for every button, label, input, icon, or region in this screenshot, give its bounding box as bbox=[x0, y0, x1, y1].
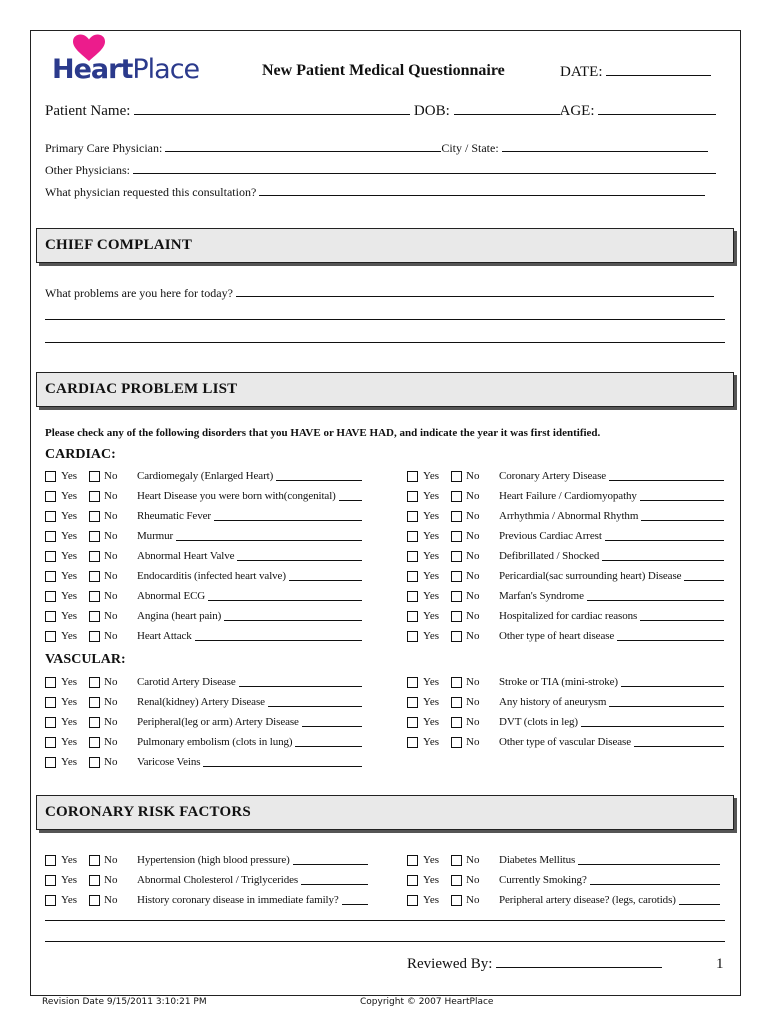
condition-label: Pericardial(sac surrounding heart) Disease bbox=[499, 570, 682, 582]
yes-checkbox[interactable] bbox=[45, 491, 56, 502]
no-checkbox[interactable] bbox=[89, 757, 100, 768]
no-checkbox[interactable] bbox=[451, 551, 462, 562]
primary-physician-row: Primary Care Physician: City / State: bbox=[45, 140, 708, 156]
yes-checkbox[interactable] bbox=[407, 611, 418, 622]
year-input[interactable] bbox=[640, 609, 724, 621]
checklist-row bbox=[407, 735, 724, 751]
date-field[interactable]: DATE: bbox=[560, 64, 711, 81]
checklist-row bbox=[407, 529, 724, 545]
year-input[interactable] bbox=[214, 509, 362, 521]
condition-label: Heart Disease you were born with(congenital) bbox=[137, 490, 336, 502]
year-input[interactable] bbox=[289, 569, 362, 581]
year-input[interactable] bbox=[295, 735, 362, 747]
no-checkbox[interactable] bbox=[451, 855, 462, 866]
yes-label: Yes bbox=[61, 530, 78, 542]
yes-label: Yes bbox=[61, 874, 78, 886]
checklist-row bbox=[45, 609, 362, 625]
yes-checkbox[interactable] bbox=[45, 571, 56, 582]
condition-label: Coronary Artery Disease bbox=[499, 470, 607, 482]
yes-label: Yes bbox=[61, 610, 78, 622]
condition-label: Angina (heart pain) bbox=[137, 610, 222, 622]
checklist-row bbox=[407, 853, 720, 869]
no-label: No bbox=[466, 570, 480, 582]
no-label: No bbox=[104, 894, 118, 906]
yes-checkbox[interactable] bbox=[407, 677, 418, 688]
checklist-row bbox=[407, 489, 724, 505]
condition-label: Abnormal Heart Valve bbox=[137, 550, 235, 562]
patient-info-row: Patient Name: DOB: AGE: bbox=[45, 103, 716, 120]
year-input[interactable] bbox=[293, 853, 368, 865]
condition-label: Diabetes Mellitus bbox=[499, 854, 576, 866]
year-input[interactable] bbox=[301, 873, 368, 885]
yes-checkbox[interactable] bbox=[45, 875, 56, 886]
no-label: No bbox=[104, 490, 118, 502]
no-checkbox[interactable] bbox=[89, 511, 100, 522]
no-label: No bbox=[466, 610, 480, 622]
yes-label: Yes bbox=[61, 756, 78, 768]
no-checkbox[interactable] bbox=[451, 697, 462, 708]
no-label: No bbox=[104, 854, 118, 866]
yes-label: Yes bbox=[423, 490, 440, 502]
year-input[interactable] bbox=[208, 589, 362, 601]
instructions: Please check any of the following disorders that you HAVE or HAVE HAD, and indicate the year it was first identified. bbox=[45, 427, 601, 439]
condition-label: Pulmonary embolism (clots in lung) bbox=[137, 736, 293, 748]
yes-checkbox[interactable] bbox=[45, 551, 56, 562]
patient-name-input[interactable] bbox=[134, 103, 410, 115]
checklist-row bbox=[407, 569, 724, 585]
checklist-row bbox=[407, 629, 724, 645]
condition-label: DVT (clots in leg) bbox=[499, 716, 578, 728]
checklist-row bbox=[45, 509, 362, 525]
year-input[interactable] bbox=[276, 469, 362, 481]
year-input[interactable] bbox=[237, 549, 362, 561]
condition-label: Arrhythmia / Abnormal Rhythm bbox=[499, 510, 639, 522]
year-input[interactable] bbox=[640, 489, 724, 501]
year-input[interactable] bbox=[684, 569, 724, 581]
year-input[interactable] bbox=[587, 589, 724, 601]
condition-label: Heart Attack bbox=[137, 630, 192, 642]
reviewed-by-input[interactable] bbox=[496, 956, 662, 968]
yes-checkbox[interactable] bbox=[45, 757, 56, 768]
no-checkbox[interactable] bbox=[89, 491, 100, 502]
yes-label: Yes bbox=[423, 550, 440, 562]
yes-checkbox[interactable] bbox=[407, 697, 418, 708]
no-label: No bbox=[466, 510, 480, 522]
no-checkbox[interactable] bbox=[89, 737, 100, 748]
no-label: No bbox=[466, 874, 480, 886]
checklist-row bbox=[45, 735, 362, 751]
condition-label: History coronary disease in immediate family? bbox=[137, 894, 339, 906]
no-label: No bbox=[104, 550, 118, 562]
no-label: No bbox=[104, 874, 118, 886]
yes-label: Yes bbox=[61, 630, 78, 642]
no-checkbox[interactable] bbox=[451, 611, 462, 622]
no-label: No bbox=[466, 854, 480, 866]
no-checkbox[interactable] bbox=[89, 895, 100, 906]
condition-label: Peripheral artery disease? (legs, carotids) bbox=[499, 894, 676, 906]
yes-label: Yes bbox=[423, 736, 440, 748]
yes-label: Yes bbox=[61, 716, 78, 728]
yes-checkbox[interactable] bbox=[45, 611, 56, 622]
checklist-row bbox=[45, 469, 362, 485]
yes-checkbox[interactable] bbox=[407, 737, 418, 748]
no-label: No bbox=[466, 470, 480, 482]
form-title: New Patient Medical Questionnaire bbox=[262, 62, 505, 79]
checklist-row bbox=[407, 675, 724, 691]
yes-checkbox[interactable] bbox=[407, 571, 418, 582]
notes-line[interactable] bbox=[45, 941, 725, 942]
year-input[interactable] bbox=[578, 853, 720, 865]
year-input[interactable] bbox=[176, 529, 362, 541]
other-physicians-input[interactable] bbox=[133, 162, 716, 174]
condition-label: Hospitalized for cardiac reasons bbox=[499, 610, 638, 622]
no-checkbox[interactable] bbox=[451, 631, 462, 642]
checklist-row bbox=[45, 589, 362, 605]
checklist-row bbox=[407, 549, 724, 565]
no-label: No bbox=[104, 470, 118, 482]
no-label: No bbox=[466, 630, 480, 642]
no-checkbox[interactable] bbox=[89, 471, 100, 482]
condition-label: Defibrillated / Shocked bbox=[499, 550, 600, 562]
no-label: No bbox=[104, 756, 118, 768]
no-checkbox[interactable] bbox=[451, 511, 462, 522]
checklist-row bbox=[407, 873, 720, 889]
no-checkbox[interactable] bbox=[451, 531, 462, 542]
condition-label: Carotid Artery Disease bbox=[137, 676, 236, 688]
checklist-row bbox=[45, 529, 362, 545]
checklist-row bbox=[407, 893, 720, 909]
no-checkbox[interactable] bbox=[89, 855, 100, 866]
cardiac-problem-list-header: CARDIAC PROBLEM LIST bbox=[36, 372, 734, 407]
page-number: 1 bbox=[716, 956, 724, 972]
no-checkbox[interactable] bbox=[89, 531, 100, 542]
yes-checkbox[interactable] bbox=[45, 895, 56, 906]
condition-label: Other type of heart disease bbox=[499, 630, 615, 642]
condition-label: Stroke or TIA (mini-stroke) bbox=[499, 676, 618, 688]
yes-label: Yes bbox=[61, 676, 78, 688]
checklist-row bbox=[407, 509, 724, 525]
no-checkbox[interactable] bbox=[89, 591, 100, 602]
yes-label: Yes bbox=[61, 696, 78, 708]
yes-checkbox[interactable] bbox=[407, 631, 418, 642]
no-label: No bbox=[466, 696, 480, 708]
yes-label: Yes bbox=[61, 590, 78, 602]
checklist-row bbox=[45, 873, 368, 889]
checklist-row bbox=[45, 569, 362, 585]
yes-label: Yes bbox=[61, 894, 78, 906]
yes-label: Yes bbox=[423, 610, 440, 622]
yes-label: Yes bbox=[423, 510, 440, 522]
yes-checkbox[interactable] bbox=[407, 717, 418, 728]
no-checkbox[interactable] bbox=[451, 571, 462, 582]
notes-line[interactable] bbox=[45, 920, 725, 921]
requesting-physician-input[interactable] bbox=[259, 184, 705, 196]
condition-label: Other type of vascular Disease bbox=[499, 736, 632, 748]
yes-label: Yes bbox=[423, 470, 440, 482]
condition-label: Peripheral(leg or arm) Artery Disease bbox=[137, 716, 299, 728]
year-input[interactable] bbox=[617, 629, 724, 641]
condition-label: Renal(kidney) Artery Disease bbox=[137, 696, 265, 708]
checklist-row bbox=[407, 695, 724, 711]
yes-checkbox[interactable] bbox=[45, 591, 56, 602]
no-checkbox[interactable] bbox=[89, 571, 100, 582]
year-input[interactable] bbox=[224, 609, 362, 621]
no-label: No bbox=[104, 696, 118, 708]
year-input[interactable] bbox=[302, 715, 362, 727]
condition-label: Currently Smoking? bbox=[499, 874, 587, 886]
yes-checkbox[interactable] bbox=[45, 631, 56, 642]
yes-checkbox[interactable] bbox=[45, 471, 56, 482]
no-checkbox[interactable] bbox=[451, 717, 462, 728]
yes-label: Yes bbox=[423, 716, 440, 728]
yes-label: Yes bbox=[423, 530, 440, 542]
checklist-row bbox=[45, 715, 362, 731]
checklist-row bbox=[45, 549, 362, 565]
yes-label: Yes bbox=[61, 510, 78, 522]
no-label: No bbox=[466, 490, 480, 502]
age-input[interactable] bbox=[598, 103, 716, 115]
chief-complaint-header: CHIEF COMPLAINT bbox=[36, 228, 734, 263]
no-checkbox[interactable] bbox=[451, 737, 462, 748]
condition-label: Hypertension (high blood pressure) bbox=[137, 854, 290, 866]
no-checkbox[interactable] bbox=[89, 697, 100, 708]
condition-label: Previous Cardiac Arrest bbox=[499, 530, 602, 542]
yes-checkbox[interactable] bbox=[407, 855, 418, 866]
yes-label: Yes bbox=[423, 894, 440, 906]
checklist-row bbox=[45, 755, 362, 771]
yes-label: Yes bbox=[61, 736, 78, 748]
no-label: No bbox=[466, 590, 480, 602]
no-label: No bbox=[104, 570, 118, 582]
condition-label: Cardiomegaly (Enlarged Heart) bbox=[137, 470, 274, 482]
complaint-line[interactable] bbox=[45, 319, 725, 320]
checklist-row bbox=[407, 589, 724, 605]
yes-checkbox[interactable] bbox=[407, 471, 418, 482]
yes-label: Yes bbox=[423, 630, 440, 642]
no-label: No bbox=[104, 610, 118, 622]
checklist-row bbox=[45, 489, 362, 505]
yes-checkbox[interactable] bbox=[407, 491, 418, 502]
year-input[interactable] bbox=[195, 629, 362, 641]
year-input[interactable] bbox=[609, 695, 724, 707]
year-input[interactable] bbox=[605, 529, 724, 541]
no-checkbox[interactable] bbox=[89, 631, 100, 642]
yes-label: Yes bbox=[61, 854, 78, 866]
no-label: No bbox=[104, 630, 118, 642]
yes-label: Yes bbox=[61, 490, 78, 502]
condition-label: Abnormal Cholesterol / Triglycerides bbox=[137, 874, 299, 886]
yes-checkbox[interactable] bbox=[407, 531, 418, 542]
vascular-subheading: VASCULAR: bbox=[45, 652, 126, 667]
no-label: No bbox=[466, 894, 480, 906]
yes-checkbox[interactable] bbox=[45, 717, 56, 728]
logo-text: HeartPlace bbox=[52, 54, 200, 85]
checklist-row bbox=[45, 629, 362, 645]
checklist-row bbox=[407, 609, 724, 625]
no-label: No bbox=[104, 736, 118, 748]
no-checkbox[interactable] bbox=[89, 717, 100, 728]
year-input[interactable] bbox=[268, 695, 362, 707]
condition-label: Heart Failure / Cardiomyopathy bbox=[499, 490, 637, 502]
no-label: No bbox=[466, 736, 480, 748]
checklist-row bbox=[407, 715, 724, 731]
checklist-row bbox=[45, 853, 368, 869]
no-label: No bbox=[104, 676, 118, 688]
no-label: No bbox=[104, 590, 118, 602]
no-checkbox[interactable] bbox=[451, 491, 462, 502]
cardiac-subheading: CARDIAC: bbox=[45, 447, 116, 462]
checklist-row bbox=[407, 469, 724, 485]
yes-checkbox[interactable] bbox=[45, 531, 56, 542]
checklist-row bbox=[45, 893, 368, 909]
year-input[interactable] bbox=[203, 755, 362, 767]
yes-checkbox[interactable] bbox=[45, 677, 56, 688]
heartplace-logo bbox=[52, 34, 200, 85]
no-checkbox[interactable] bbox=[89, 551, 100, 562]
year-input[interactable] bbox=[634, 735, 724, 747]
yes-label: Yes bbox=[61, 470, 78, 482]
yes-label: Yes bbox=[423, 696, 440, 708]
yes-label: Yes bbox=[423, 874, 440, 886]
yes-label: Yes bbox=[423, 570, 440, 582]
yes-label: Yes bbox=[423, 854, 440, 866]
yes-checkbox[interactable] bbox=[407, 591, 418, 602]
year-input[interactable] bbox=[342, 893, 368, 905]
condition-label: Varicose Veins bbox=[137, 756, 201, 768]
condition-label: Marfan's Syndrome bbox=[499, 590, 584, 602]
revision-date: Revision Date 9/15/2011 3:10:21 PM bbox=[42, 997, 207, 1007]
complaint-input[interactable] bbox=[236, 285, 714, 297]
requesting-physician-row: What physician requested this consultation? bbox=[45, 184, 705, 200]
year-input[interactable] bbox=[609, 469, 724, 481]
checklist-row bbox=[45, 695, 362, 711]
condition-label: Abnormal ECG bbox=[137, 590, 206, 602]
yes-checkbox[interactable] bbox=[407, 551, 418, 562]
yes-checkbox[interactable] bbox=[407, 511, 418, 522]
condition-label: Murmur bbox=[137, 530, 174, 542]
other-physicians-row: Other Physicians: bbox=[45, 162, 716, 178]
no-checkbox[interactable] bbox=[451, 591, 462, 602]
no-label: No bbox=[466, 550, 480, 562]
year-input[interactable] bbox=[641, 509, 724, 521]
city-state-input[interactable] bbox=[502, 140, 708, 152]
no-checkbox[interactable] bbox=[89, 677, 100, 688]
yes-checkbox[interactable] bbox=[407, 895, 418, 906]
yes-checkbox[interactable] bbox=[45, 697, 56, 708]
no-checkbox[interactable] bbox=[89, 875, 100, 886]
yes-label: Yes bbox=[423, 676, 440, 688]
no-checkbox[interactable] bbox=[451, 677, 462, 688]
no-checkbox[interactable] bbox=[89, 611, 100, 622]
yes-label: Yes bbox=[61, 550, 78, 562]
no-label: No bbox=[466, 530, 480, 542]
no-label: No bbox=[466, 676, 480, 688]
year-input[interactable] bbox=[679, 893, 720, 905]
condition-label: Rheumatic Fever bbox=[137, 510, 211, 522]
coronary-risk-factors-header: CORONARY RISK FACTORS bbox=[36, 795, 734, 830]
no-label: No bbox=[104, 716, 118, 728]
checklist-row bbox=[45, 675, 362, 691]
copyright: Copyright © 2007 HeartPlace bbox=[360, 997, 494, 1007]
yes-checkbox[interactable] bbox=[407, 875, 418, 886]
no-label: No bbox=[104, 510, 118, 522]
no-label: No bbox=[104, 530, 118, 542]
yes-checkbox[interactable] bbox=[45, 511, 56, 522]
year-input[interactable] bbox=[239, 675, 362, 687]
yes-checkbox[interactable] bbox=[45, 737, 56, 748]
no-checkbox[interactable] bbox=[451, 875, 462, 886]
dob-input[interactable] bbox=[454, 103, 560, 115]
complaint-line[interactable] bbox=[45, 342, 725, 343]
year-input[interactable] bbox=[621, 675, 724, 687]
year-input[interactable] bbox=[590, 873, 720, 885]
primary-physician-input[interactable] bbox=[165, 140, 441, 152]
yes-label: Yes bbox=[61, 570, 78, 582]
condition-label: Any history of aneurysm bbox=[499, 696, 607, 708]
reviewed-by: Reviewed By: bbox=[407, 956, 662, 973]
yes-label: Yes bbox=[423, 590, 440, 602]
chief-complaint-question: What problems are you here for today? bbox=[45, 285, 714, 301]
no-label: No bbox=[466, 716, 480, 728]
year-input[interactable] bbox=[581, 715, 724, 727]
yes-checkbox[interactable] bbox=[45, 855, 56, 866]
no-checkbox[interactable] bbox=[451, 471, 462, 482]
year-input[interactable] bbox=[602, 549, 724, 561]
condition-label: Endocarditis (infected heart valve) bbox=[137, 570, 286, 582]
no-checkbox[interactable] bbox=[451, 895, 462, 906]
year-input[interactable] bbox=[339, 489, 362, 501]
